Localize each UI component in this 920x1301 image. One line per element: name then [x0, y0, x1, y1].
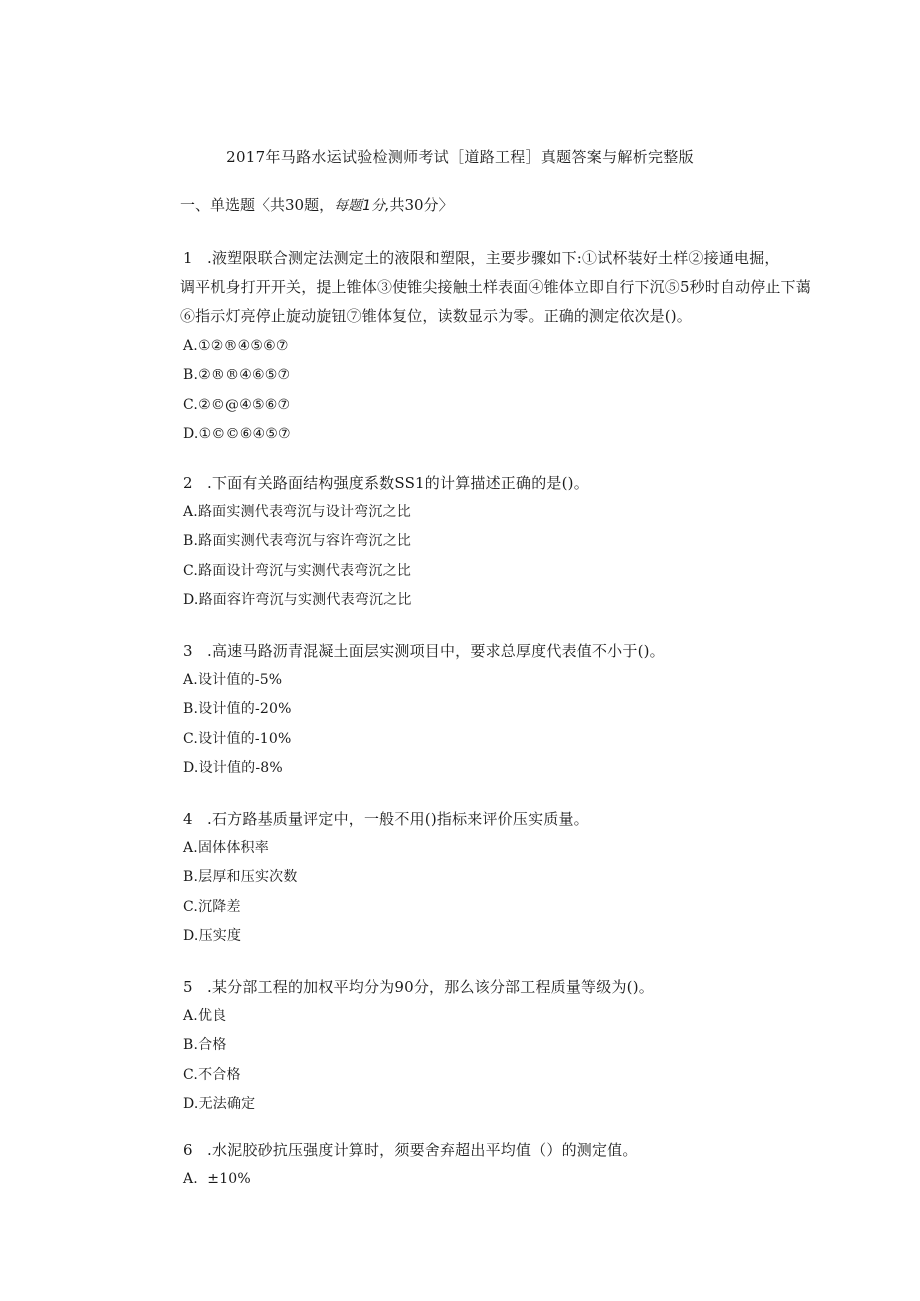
option-a: A.设计值的-5%	[183, 672, 283, 688]
question-line	[183, 637, 743, 666]
question-number: 5	[183, 978, 193, 996]
question-5	[183, 973, 743, 1119]
option-c: C.路面设计弯沉与实测代表弯沉之比	[183, 562, 412, 579]
option-d: D.无法确定	[183, 1095, 256, 1112]
question-line	[183, 805, 743, 834]
question-text: .某分部工程的加权平均分为90分，那么该分部工程质量等级为()。	[207, 978, 654, 996]
option-b: B.层厚和压实次数	[183, 869, 298, 886]
question-number: 4	[183, 810, 193, 828]
section-heading-emphasis: 每题1分,	[334, 198, 390, 214]
option-b: B.合格	[183, 1037, 227, 1054]
section-heading	[180, 194, 454, 215]
question-text: .水泥胶砂抗压强度计算时，须要舍弃超出平均值（）的测定值。	[207, 1141, 638, 1159]
option-c: C.设计值的-10%	[183, 730, 292, 747]
option-a: A.路面实测代表弯沉与设计弯沉之比	[183, 504, 411, 520]
option-c: C.不合格	[183, 1066, 241, 1083]
question-text: .下面有关路面结构强度系数SS1的计算描述正确的是()。	[207, 474, 589, 492]
option-d: D.①©©⑥④⑤⑦	[183, 425, 291, 442]
question-text-continued: 调平机身打开开关，提上锥体③使锥尖接触土样表面④锥体立即自行下沉⑤5秒时自动停止下蔼	[180, 278, 811, 296]
option-d: D.路面容许弯沉与实测代表弯沉之比	[183, 591, 412, 608]
section-heading-suffix: 共30分〉	[389, 196, 454, 214]
question-4	[183, 805, 743, 951]
option-d: D.设计值的-8%	[183, 759, 283, 776]
option-d: D.压实度	[183, 927, 242, 944]
question-text: .石方路基质量评定中，一般不用()指标来评价压实质量。	[207, 810, 589, 828]
question-text-continued: ⑥指示灯亮停止旋动旋钮⑦锥体复位，读数显示为零。正确的测定依次是()。	[180, 307, 692, 325]
question-line	[183, 244, 780, 273]
page-title: 2017年马路水运试验检测师考试［道路工程］真题答案与解析完整版	[226, 148, 694, 166]
question-text: .高速马路沥青混凝土面层实测项目中，要求总厚度代表值不小于()。	[207, 642, 665, 660]
option-b: B.设计值的-20%	[183, 701, 292, 718]
question-1	[180, 244, 811, 449]
option-b: B.②®®④⑥⑤⑦	[183, 367, 291, 384]
option-b: B.路面实测代表弯沉与容许弯沉之比	[183, 533, 412, 550]
question-number: 2	[183, 474, 193, 492]
option-a: A.固体体积率	[183, 840, 269, 856]
question-number: 1	[183, 249, 193, 267]
question-number: 6	[183, 1141, 193, 1159]
option-a: A.①②®④⑤⑥⑦	[183, 338, 289, 354]
question-3	[183, 637, 743, 783]
option-a: A.优良	[183, 1008, 227, 1024]
section-heading-prefix: 一、单选题〈共30题，	[180, 196, 335, 214]
question-text: .液塑限联合测定法测定土的液限和塑限，主要步骤如下:①试杯装好土样②接通电掘，	[207, 249, 780, 267]
question-line	[183, 973, 743, 1002]
question-6	[183, 1136, 743, 1194]
option-a: A. ±10%	[183, 1171, 251, 1187]
option-c: C.沉降差	[183, 898, 241, 915]
option-c: C.②©@④⑤⑥⑦	[183, 396, 291, 413]
question-2	[183, 469, 743, 615]
question-line	[183, 469, 743, 498]
question-number: 3	[183, 642, 193, 660]
question-line	[183, 1136, 743, 1165]
